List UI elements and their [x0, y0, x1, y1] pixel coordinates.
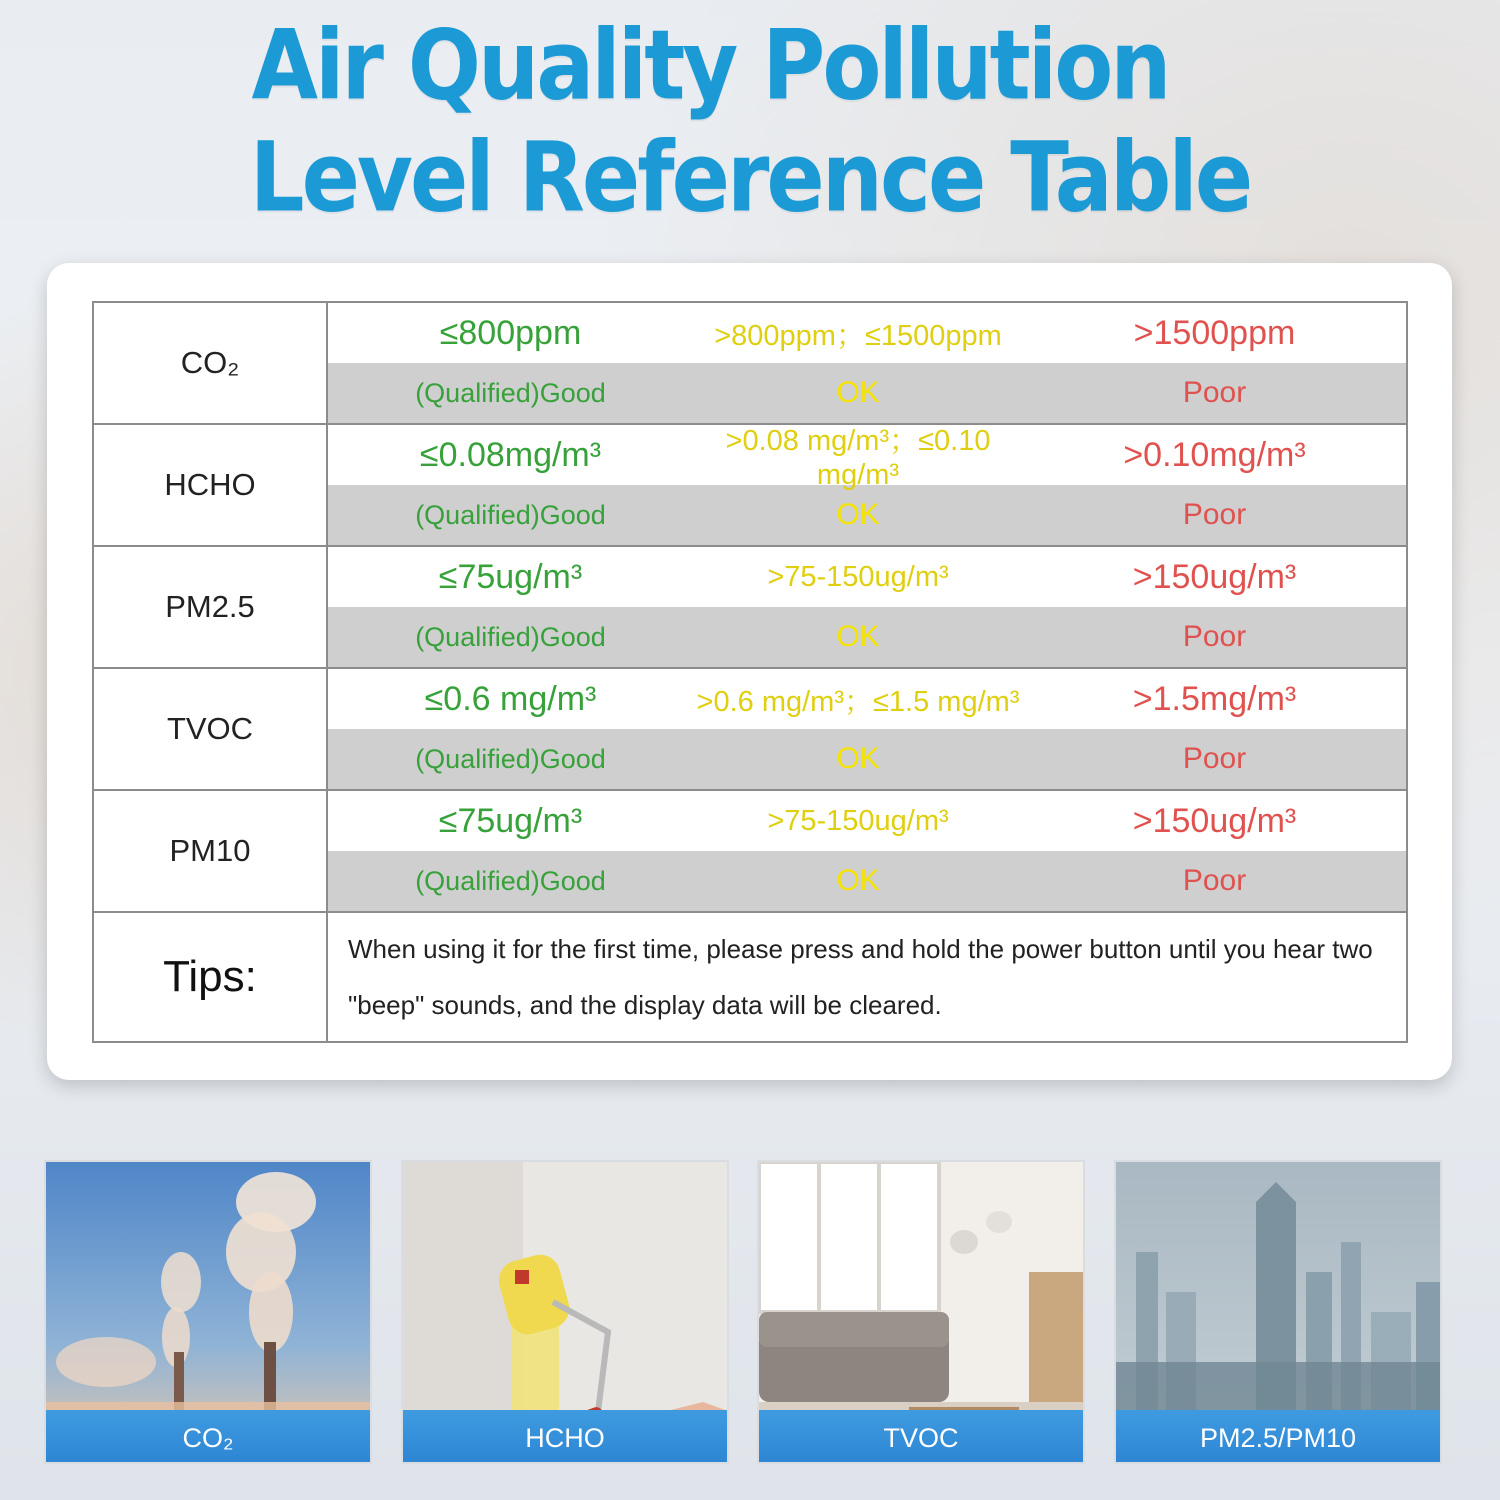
threshold-row: [328, 425, 1406, 491]
photo-caption: CO₂: [46, 1410, 370, 1462]
table-row: [93, 668, 1407, 790]
ok-threshold: >0.6 mg/m³；≤1.5 mg/m³: [696, 685, 1020, 718]
good-threshold: ≤75ug/m³: [438, 557, 583, 596]
pollutant-label: HCHO: [93, 424, 327, 546]
photo-card-hcho: [401, 1160, 729, 1464]
tips-row: [93, 912, 1407, 1042]
title-line-1: Air Quality Pollution: [251, 10, 1169, 122]
threshold-row: [328, 303, 1406, 363]
table-row: [93, 546, 1407, 668]
photo-card-co2: [44, 1160, 372, 1464]
table-row: [93, 424, 1407, 546]
photo-card-pm: [1114, 1160, 1442, 1464]
poor-threshold: >1.5mg/m³: [1132, 679, 1297, 718]
status-row: [328, 363, 1406, 423]
status-row: [328, 485, 1406, 545]
threshold-row: [328, 547, 1406, 607]
good-threshold: ≤75ug/m³: [438, 801, 583, 840]
ok-threshold: >75-150ug/m³: [767, 560, 949, 593]
table-row: [93, 790, 1407, 912]
photo-strip: [0, 1160, 1500, 1468]
good-threshold: ≤800ppm: [439, 313, 582, 352]
ok-label: OK: [836, 620, 880, 653]
poor-label: Poor: [1182, 376, 1247, 409]
poor-label: Poor: [1182, 498, 1247, 531]
status-row: [328, 729, 1406, 789]
status-row: [328, 607, 1406, 667]
ok-threshold: >0.08 mg/m³；≤0.10 mg/m³: [725, 425, 991, 491]
threshold-row: [328, 791, 1406, 851]
ok-threshold: >75-150ug/m³: [767, 804, 949, 837]
good-label: (Qualified)Good: [415, 621, 606, 652]
pollutant-label: TVOC: [93, 668, 327, 790]
photo-caption: PM2.5/PM10: [1116, 1410, 1440, 1462]
pollutant-label: CO₂: [93, 302, 327, 424]
ok-label: OK: [836, 376, 880, 409]
photo-caption: TVOC: [759, 1410, 1083, 1462]
good-label: (Qualified)Good: [415, 865, 606, 896]
poor-threshold: >150ug/m³: [1132, 801, 1297, 840]
tips-text: When using it for the first time, please press and hold the power button until you hear two "beep" sounds, and the display data will be cleared.: [348, 934, 1373, 1020]
pollutant-label: PM2.5: [93, 546, 327, 668]
pollutant-label: PM10: [93, 790, 327, 912]
page-title: [0, 10, 1500, 234]
poor-threshold: >1500ppm: [1133, 313, 1296, 352]
ok-label: OK: [836, 742, 880, 775]
tips-label: Tips:: [93, 912, 327, 1042]
poor-label: Poor: [1182, 742, 1247, 775]
photo-caption: HCHO: [403, 1410, 727, 1462]
reference-table: [92, 301, 1408, 1043]
poor-threshold: >0.10mg/m³: [1123, 435, 1306, 474]
poor-label: Poor: [1182, 620, 1247, 653]
photo-card-tvoc: [757, 1160, 1085, 1464]
good-label: (Qualified)Good: [415, 499, 606, 530]
threshold-row: [328, 669, 1406, 729]
good-threshold: ≤0.6 mg/m³: [424, 679, 597, 718]
good-label: (Qualified)Good: [415, 743, 606, 774]
poor-threshold: >150ug/m³: [1132, 557, 1297, 596]
good-label: (Qualified)Good: [415, 377, 606, 408]
title-line-2: Level Reference Table: [249, 122, 1251, 234]
table-row: [93, 302, 1407, 424]
good-threshold: ≤0.08mg/m³: [419, 435, 602, 474]
ok-label: OK: [836, 498, 880, 531]
poor-label: Poor: [1182, 864, 1247, 897]
ok-threshold: >800ppm；≤1500ppm: [714, 319, 1002, 352]
status-row: [328, 851, 1406, 911]
ok-label: OK: [836, 864, 880, 897]
